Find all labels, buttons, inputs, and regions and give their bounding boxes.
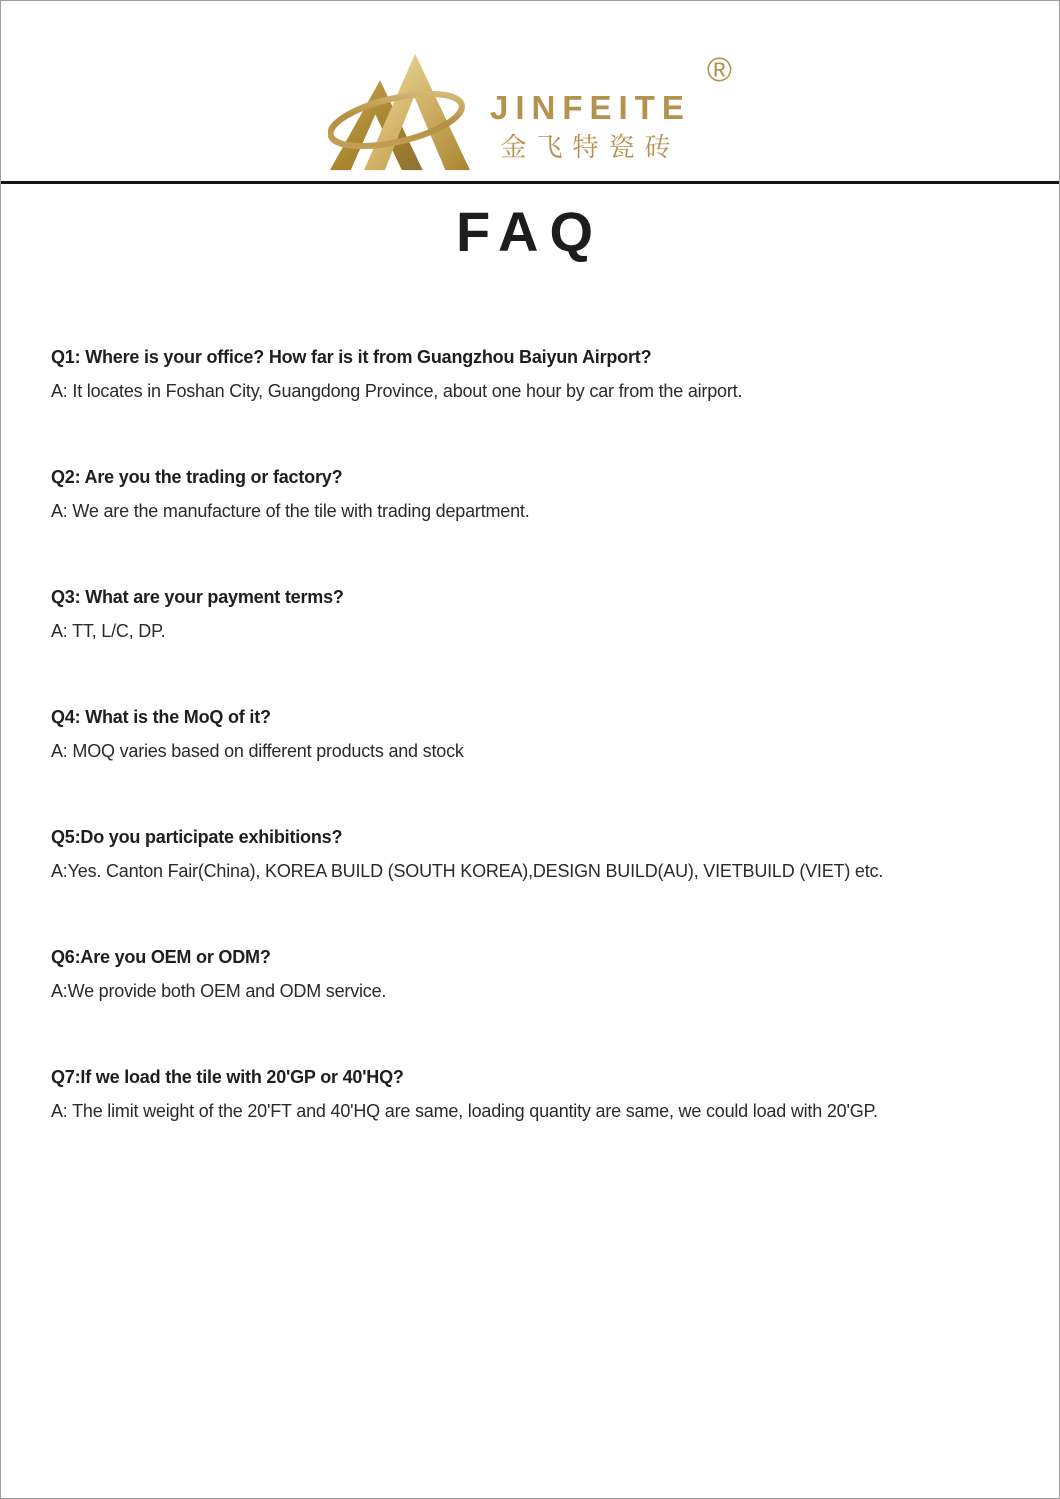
faq-list	[1, 346, 1059, 1122]
faq-content	[1, 184, 1059, 1122]
brand-mark-icon	[328, 51, 470, 171]
faq-item	[51, 946, 1009, 1002]
faq-item	[51, 586, 1009, 642]
faq-question: Q2: Are you the trading or factory?	[51, 467, 343, 487]
faq-question: Q4: What is the MoQ of it?	[51, 707, 271, 727]
brand-logo	[1, 1, 1059, 171]
faq-item	[51, 706, 1009, 762]
faq-item	[51, 1066, 1009, 1122]
faq-answer: A: MOQ varies based on different products and stock	[51, 740, 464, 761]
page-title: FAQ	[455, 200, 605, 263]
faq-answer: A: It locates in Foshan City, Guangdong Province, about one hour by car from the airport.	[51, 380, 743, 401]
faq-answer: A: We are the manufacture of the tile with trading department.	[51, 500, 530, 521]
faq-question: Q7:If we load the tile with 20'GP or 40'HQ?	[51, 1067, 404, 1087]
faq-item	[51, 466, 1009, 522]
faq-question: Q6:Are you OEM or ODM?	[51, 947, 271, 967]
faq-item	[51, 346, 1009, 402]
brand-wordmark: JINFEITE	[490, 89, 691, 126]
faq-question: Q5:Do you participate exhibitions?	[51, 827, 343, 847]
faq-answer: A:Yes. Canton Fair(China), KOREA BUILD (SOUTH KOREA),DESIGN BUILD(AU), VIETBUILD (VIET) etc.	[51, 860, 884, 881]
brand-chinese-name: 金飞特瓷砖	[500, 132, 681, 162]
faq-item	[51, 826, 1009, 882]
faq-question: Q3: What are your payment terms?	[51, 587, 344, 607]
page-header	[1, 1, 1059, 184]
faq-answer: A: The limit weight of the 20'FT and 40'HQ are same, loading quantity are same, we could load with 20'GP.	[51, 1100, 878, 1121]
brand-text	[490, 91, 691, 160]
faq-question: Q1: Where is your office? How far is it from Guangzhou Baiyun Airport?	[51, 347, 652, 367]
registered-trademark-icon: ®	[706, 51, 732, 89]
faq-answer: A:We provide both OEM and ODM service.	[51, 980, 387, 1001]
faq-answer: A: TT, L/C, DP.	[51, 620, 166, 641]
